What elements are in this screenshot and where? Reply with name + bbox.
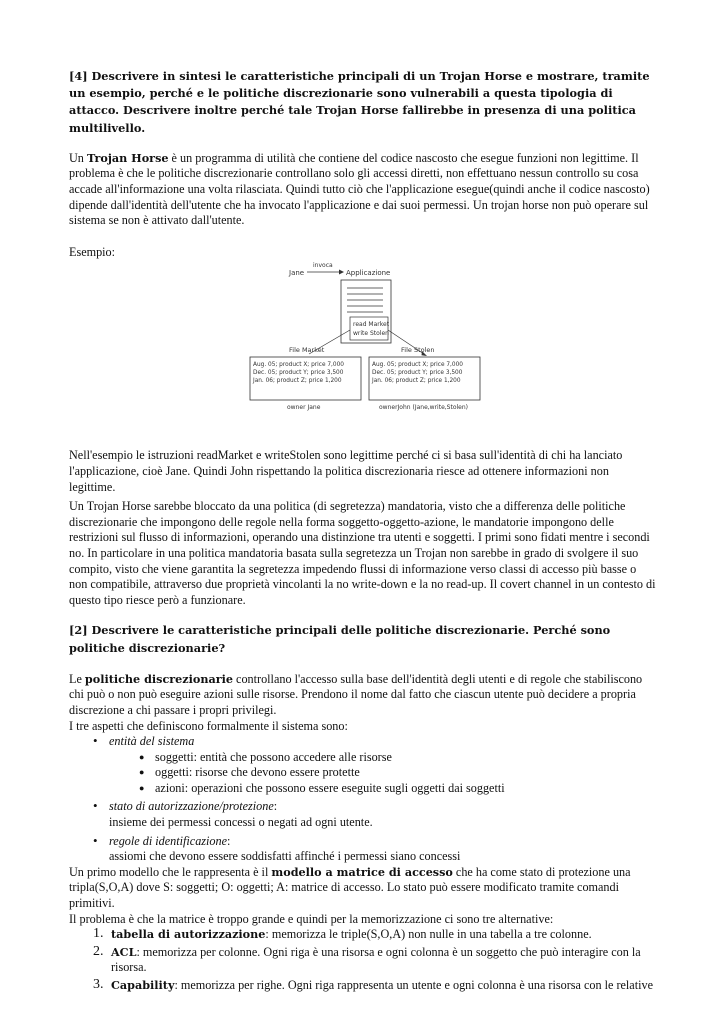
text-span: Un [69,150,87,165]
alternative-item [69,927,657,943]
trojan-example-diagram [249,262,489,418]
sub-aspect-item [69,781,657,797]
list-number: 3. [93,977,104,992]
market-row: Jan. 06; product Z; price 1,200 [253,378,342,385]
trojan-definition-paragraph [69,151,657,229]
diagram-svg [249,262,489,418]
text-span: che ha come stato di protezione una tripla(S,O,A) dove S: soggetti; O: oggetti; A: matrice di accesso. Lo stato può essere modificato tramite comandi primitivi. [69,864,631,911]
aspect-title: regole di identificazione [109,833,228,848]
term-modello-matrice: modello a matrice di accesso [271,864,453,879]
alternative-term: ACL [111,944,137,959]
list-number: 1. [93,926,104,942]
invoke-arrow-head [339,270,344,275]
bullet-icon: • [93,733,98,749]
aspects-intro: I tre aspetti che definiscono formalmente il sistema sono: [69,718,348,733]
alternative-text: : memorizza per righe. Ogni riga rappresenta un utente e ogni colonna è una risorsa con le relative [174,978,653,992]
storage-alternatives-list [69,927,657,993]
aspect-description: insieme dei permessi concessi o negati ad ogni utente. [109,815,373,830]
aspect-item: • stato di autorizzazione/protezione: insieme dei permessi concessi o negati ad ogni utente. [93,798,373,830]
stolen-row: Aug. 05; product X; price 7,000 [372,362,463,369]
aspect-item [69,734,657,750]
text-span: Un primo modello che le rappresenta è il [69,864,272,879]
hidden-code-read: read Market [353,321,390,329]
invoke-label: invoca [313,262,333,270]
stolen-row: Jan. 06; product Z; price 1,200 [372,378,461,385]
aspects-list [69,734,657,865]
discretionary-definition-paragraph [69,672,657,719]
aspect-title: entità del sistema [109,734,195,749]
access-matrix-paragraph [69,865,657,912]
file-market-owner: owner Jane [287,404,321,412]
term-trojan-horse: Trojan Horse [86,150,169,165]
aspect-title: stato di autorizzazione/protezione [109,799,274,814]
term-politiche-discrezionarie: politiche discrezionarie [84,671,233,686]
hidden-code-write: write Stolen [353,330,389,338]
alternative-item [69,945,657,976]
bullet-icon: ● [139,751,145,762]
bullet-icon: ● [139,782,145,793]
sub-aspect-text: soggetti: entità che possono accedere alle risorse [155,749,392,764]
alternative-text: : memorizza per colonne. Ogni riga è una risorsa e ogni colonna è un soggetto che può interagire con la risorsa. [111,944,641,975]
sub-aspect-item [69,750,657,766]
sub-aspect-text: oggetti: risorse che devono essere protette [155,765,360,780]
storage-intro: Il problema è che la matrice è troppo grande e quindi per la memorizzazione ci sono tre alternative: [69,911,554,926]
example-label: Esempio: [69,244,116,259]
aspect-item: • regole di identificazione: assiomi che devono essere soddisfatti affinché i permessi siano concessi [93,832,461,864]
alternative-text: : memorizza le triple(S,O,A) non nulle in una tabella a tre colonne. [265,927,592,942]
text-span: è un programma di utilità che contiene del codice nascosto che esegue funzioni non legittime. Il problema è che le politiche discrezionarie controllano solo gli accessi diretti, non effettuano nessun controllo su cosa accade all'informazione una volta rilasciata. Quindi tutto ciò che l'applicazione esegue(quindi anche il codice nascosto) dipende dall'identità dell'utente che ha invocato l'applicazione e dai suoi permessi. Un trojan horse non può operare sul sistema se non è attivato dall'utente. [69,150,650,228]
market-row: Dec. 05; product Y; price 3,500 [253,370,344,377]
text-span: Le [69,671,85,686]
alternative-term: Capability [111,978,175,992]
sub-aspect-item [69,765,657,781]
bullet-icon: • [93,798,98,814]
bullet-icon: ● [139,767,145,778]
mandatory-policy-paragraph: Un Trojan Horse sarebbe bloccato da una politica (di segretezza) mandatoria, visto che a differenza delle politiche discrezionarie che impongono delle regole nella forma soggetto-oggetto-azione, le mandatorie impongono delle restrizioni sul flusso di informazioni, operando una distinzione tra utenti e soggetti. I primi sono fidati mentre i secondi no. In particolare in una politica mandatoria basata sulla segretezza un Trojan non sarebbe in grado di svolgere il suo compito, visto che viene garantita la segretezza impedendo flussi di informazione verso classi di accesso più basse o non compatibile, attraverso due proprietà vincolanti la no write-down e la no read-up. Il covert channel in un contesto di questo tipo riesce però a funzionare. [69,499,656,607]
file-stolen-title: File Stolen [401,346,435,355]
document-content [69,68,657,994]
stolen-row: Dec. 05; product Y; price 3,500 [372,370,463,377]
alternative-term: tabella di autorizzazione [111,927,266,942]
diagram-app: Applicazione [346,269,391,278]
text-span: controllano l'accesso sulla base dell'identità degli utenti e di regole che stabiliscono chi può o non può eseguire azioni sulle risorse. Prendono il nome dal fatto che ciascun utente può decidere a propria discrezione a chi passare i propri privilegi. [69,671,643,717]
example-explanation-paragraph: Nell'esempio le istruzioni readMarket e writeStolen sono legittime perché ci si basa sull'identità di chi ha lanciato l'applicazione, cioè Jane. Quindi John rispettando la politica discrezionaria riesce ad ottenere informazioni non legittime. [69,448,623,494]
alternative-item [69,978,657,994]
file-market-title: File Market [289,346,325,355]
file-stolen-owner: ownerJohn (Jane,write,Stolen) [379,404,469,412]
bullet-icon: • [93,832,98,848]
question-1-heading: [4] Descrivere in sintesi le caratteristiche principali di un Trojan Horse e mostrare, tramite un esempio, perché e le politiche discrezionarie sono vulnerabili a questa tipologia di attacco. Descrivere inoltre perché tale Trojan Horse fallirebbe in presenza di una politica multilivello. [69,69,650,135]
sub-aspect-text: azioni: operazioni che possono essere eseguite sugli oggetti dai soggetti [155,780,505,795]
list-number: 2. [93,943,104,959]
market-row: Aug. 05; product X; price 7,000 [253,362,344,369]
aspect-description: assiomi che devono essere soddisfatti affinché i permessi siano concessi [109,849,461,864]
diagram-user: Jane [289,269,305,278]
question-2-heading: [2] Descrivere le caratteristiche principali delle politiche discrezionarie. Perché sono politiche discrezionarie? [69,623,611,655]
